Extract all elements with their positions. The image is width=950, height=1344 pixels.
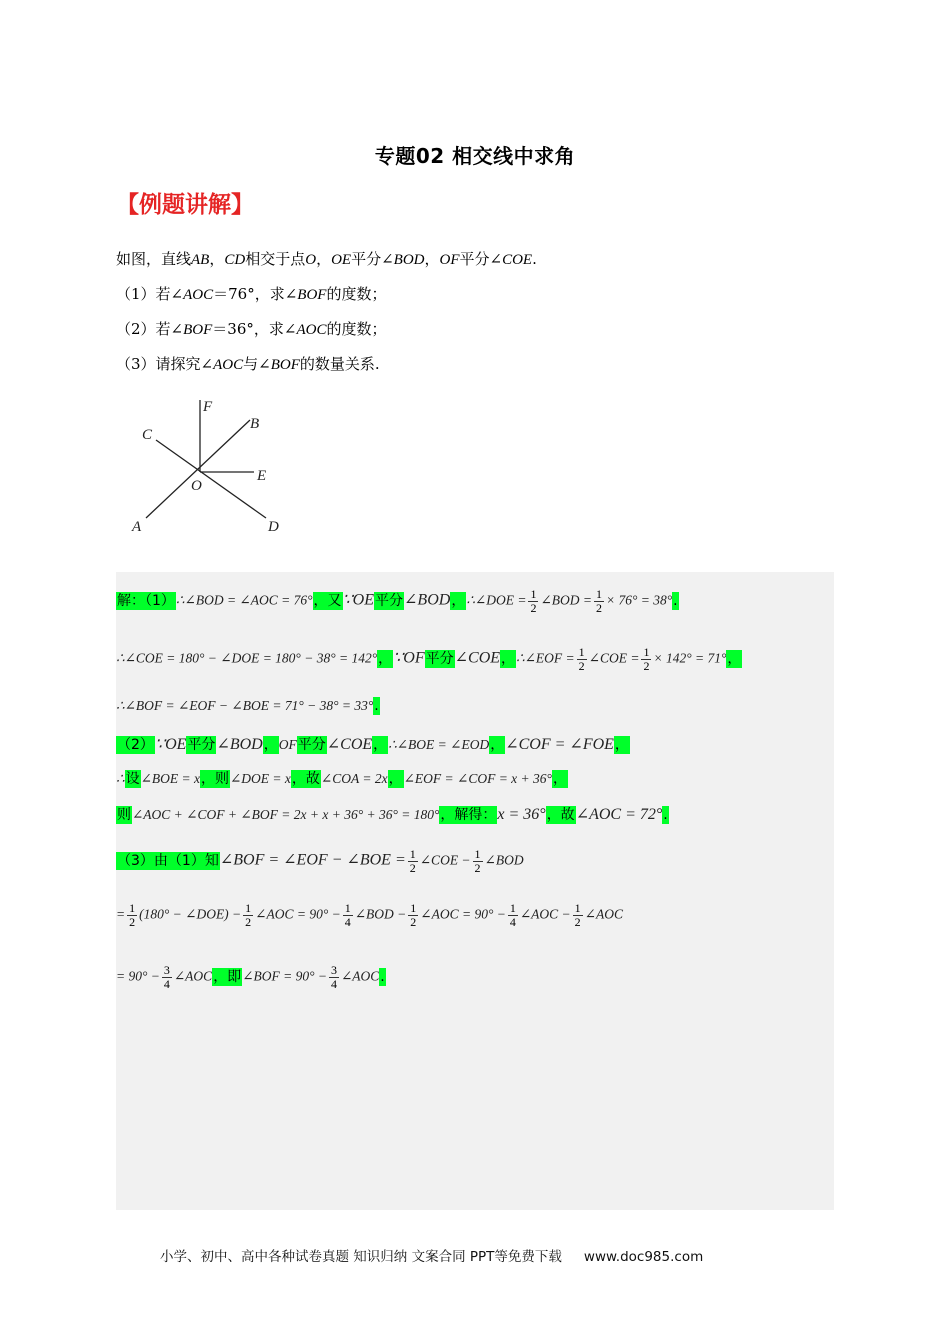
math-text: ∠COF = ∠FOE <box>505 736 614 753</box>
highlight-text: 解：（1） <box>117 592 175 609</box>
highlight-text: ， <box>552 771 567 787</box>
denominator: 4 <box>330 977 337 991</box>
highlight-text: ， <box>451 592 466 609</box>
highlight-text: 平分 <box>297 737 326 753</box>
math-text: ∠AOC <box>173 968 213 984</box>
math-text: ∵OE <box>342 591 375 609</box>
math-text: ∠COA = 2x <box>320 771 388 786</box>
fraction <box>641 646 651 673</box>
highlight-text: ， <box>373 737 388 753</box>
angle-bod: BOD <box>393 252 425 268</box>
numerator: 1 <box>409 847 416 861</box>
highlight-text: ，即 <box>213 968 242 985</box>
numerator: 1 <box>410 901 417 915</box>
solution-box <box>116 572 834 1210</box>
geometry-figure <box>126 392 296 542</box>
highlight-text: （2） <box>117 737 154 753</box>
text: 平分∠ <box>459 250 503 268</box>
angle-bof: BOF <box>270 357 300 373</box>
math-text: ∠AOC <box>584 906 623 922</box>
denominator: 4 <box>509 915 516 929</box>
highlight-text: ， <box>490 737 505 753</box>
math-text: = <box>116 906 126 922</box>
math-text: ∴∠BOE = ∠EOD <box>388 737 490 752</box>
label-c: C <box>142 427 153 443</box>
math-text: ∠BOD <box>484 852 524 868</box>
section-heading: 【例题讲解】 <box>116 192 254 218</box>
math-text: ∠COE = <box>588 650 640 666</box>
math-text: ∠AOC = 90° − <box>255 906 341 922</box>
highlight-text: ， <box>378 650 393 667</box>
numerator: 1 <box>509 901 516 915</box>
math-text: ∠AOC = 90° − <box>420 906 506 922</box>
numerator: 1 <box>129 901 136 915</box>
text: . <box>532 250 537 268</box>
math-text: OF <box>278 737 297 752</box>
highlight-text: 平分 <box>375 592 404 609</box>
solution-line-1 <box>116 588 679 615</box>
math-text: × 76° = 38° <box>606 592 673 608</box>
numerator: 3 <box>163 963 170 977</box>
denominator: 2 <box>643 659 650 673</box>
math-text: ∠DOE = x <box>230 771 291 786</box>
fraction <box>408 848 418 875</box>
math-text: ∠AOC + ∠COF + ∠BOF = 2x + x + 36° + 36° = 180° <box>132 807 440 822</box>
text: 相交于点 <box>245 250 306 268</box>
math-text: = 90° − <box>116 968 160 984</box>
fraction <box>127 902 137 929</box>
math-text: ∴∠BOD = ∠AOC = 76° <box>175 592 313 608</box>
angle-coe: COE <box>502 252 533 268</box>
solution-line-7 <box>116 848 524 875</box>
label-d: D <box>268 519 279 535</box>
question-2 <box>116 312 836 347</box>
highlight-text: . <box>663 807 668 823</box>
numerator: 3 <box>330 963 337 977</box>
denominator: 4 <box>344 915 351 929</box>
fraction <box>343 902 353 929</box>
solution-line-2 <box>116 646 742 673</box>
angle-bof: BOF <box>183 322 213 338</box>
angle-aoc: AOC <box>183 287 214 303</box>
numerator: 1 <box>574 901 581 915</box>
fraction <box>573 902 583 929</box>
math-text: (180° − ∠DOE) − <box>139 906 242 922</box>
label-e: E <box>257 468 267 484</box>
text: 平分∠ <box>351 250 394 268</box>
highlight-text: 设 <box>125 771 140 787</box>
text: 的度数； <box>326 320 387 338</box>
math-text: ∠BOE = x <box>140 771 200 786</box>
math-text: ∠BOD = <box>540 592 592 608</box>
denominator: 2 <box>596 601 602 615</box>
math-text: ∠BOF = 90° − <box>242 968 327 984</box>
angle-aoc: AOC <box>213 357 244 373</box>
highlight-text: ， <box>727 650 742 667</box>
math-text: ∴∠BOF = ∠EOF − ∠BOE = 71° − 38° = 33° <box>116 698 374 713</box>
math-text: ∴∠DOE = <box>466 592 527 608</box>
numerator: 1 <box>474 847 481 861</box>
math-text: ∠BOD <box>216 736 263 753</box>
solution-line-6 <box>116 804 669 824</box>
numerator: 1 <box>578 645 585 659</box>
angle-aoc: AOC <box>296 322 327 338</box>
solution-line-8 <box>116 902 623 929</box>
label-f: F <box>203 399 213 415</box>
text: 与∠ <box>243 355 271 373</box>
denominator: 2 <box>574 915 581 929</box>
math-text: ∠EOF = ∠COF = x + 36° <box>403 771 552 786</box>
math-text: ∴∠EOF = <box>516 650 575 666</box>
math-text: ∠BOD <box>404 591 451 609</box>
fraction <box>243 902 253 929</box>
math-text: ∠AOC = 72° <box>575 806 663 823</box>
math-text: ∴ <box>116 771 125 786</box>
footer-site-link[interactable]: www.doc985.com <box>583 1249 704 1265</box>
math-text: ∠AOC <box>340 968 380 984</box>
denominator: 2 <box>129 915 136 929</box>
math-text: ∵OE <box>154 736 187 753</box>
highlight-text: ，又 <box>313 592 342 609</box>
math-text: ∴∠COE = 180° − ∠DOE = 180° − 38° = 142° <box>116 650 378 666</box>
fraction <box>162 964 172 991</box>
label-b: B <box>250 416 260 432</box>
numerator: 1 <box>344 901 351 915</box>
text: ＝76°，求∠ <box>213 285 298 303</box>
denominator: 2 <box>409 861 416 875</box>
solution-line-5 <box>116 768 568 788</box>
numerator: 1 <box>530 587 537 601</box>
text: 的数量关系. <box>299 355 380 373</box>
math-text: ∵OF <box>393 649 425 667</box>
highlight-text: ， <box>388 771 403 787</box>
line-cd: CD <box>224 252 246 268</box>
denominator: 2 <box>578 659 585 673</box>
highlight-text: （3）由（1）知 <box>117 852 219 869</box>
math-text: ∠BOF = ∠EOF − ∠BOE = <box>219 851 406 869</box>
highlight-text: 平分 <box>425 650 454 667</box>
page-footer <box>160 1245 800 1265</box>
highlight-text: ， <box>263 737 278 753</box>
footer-text: 小学、初中、高中各种试卷真题 知识归纳 文案合同 PPT等免费下载 <box>160 1249 562 1265</box>
text: （2）若∠ <box>116 320 184 338</box>
text: ， <box>316 250 332 268</box>
denominator: 4 <box>163 977 170 991</box>
highlight-text: 平分 <box>187 737 216 753</box>
math-text: ∠COE <box>326 736 373 753</box>
fraction <box>528 588 538 615</box>
math-text: ∠COE − <box>419 852 471 868</box>
angle-bof: BOF <box>297 287 327 303</box>
fraction <box>577 646 587 673</box>
solution-line-3 <box>116 698 380 714</box>
problem-intro <box>116 242 836 277</box>
page-title: 专题02 相交线中求角 <box>374 144 576 168</box>
highlight-text: ， <box>501 650 516 667</box>
numerator: 1 <box>245 901 252 915</box>
line-cd <box>156 440 266 518</box>
highlight-text: ，故 <box>291 771 320 787</box>
line-ab: AB <box>191 252 210 268</box>
highlight-text: ，则 <box>201 771 229 787</box>
fraction <box>408 902 418 929</box>
highlight-text: 则 <box>117 807 131 823</box>
math-text: x = 36° <box>497 806 546 823</box>
text: ， <box>424 250 440 268</box>
text: （1）若∠ <box>116 285 184 303</box>
text: 的度数； <box>326 285 387 303</box>
fraction <box>594 588 604 615</box>
highlight-text: ， <box>614 737 629 753</box>
denominator: 2 <box>410 915 417 929</box>
math-text: × 142° = 71° <box>653 650 727 666</box>
question-1 <box>116 277 836 312</box>
label-a: A <box>132 519 142 535</box>
solution-line-9 <box>116 964 386 991</box>
problem-statement <box>116 242 836 382</box>
highlight-text: . <box>374 698 379 714</box>
highlight-text: ，故 <box>546 807 575 823</box>
denominator: 2 <box>530 601 537 615</box>
ray-of: OF <box>439 252 460 268</box>
math-text: ∠BOD − <box>354 906 407 922</box>
fraction <box>329 964 339 991</box>
text: 如图，直线 <box>116 250 192 268</box>
denominator: 2 <box>245 915 252 929</box>
numerator: 1 <box>596 587 602 601</box>
text: ， <box>209 250 225 268</box>
highlight-text: . <box>380 968 385 985</box>
label-o: O <box>191 478 202 494</box>
math-text: ∠AOC − <box>519 906 571 922</box>
numerator: 1 <box>643 645 650 659</box>
ray-oe: OE <box>331 252 352 268</box>
solution-line-4 <box>116 734 630 754</box>
text: （3）请探究∠ <box>116 355 214 373</box>
math-text: ∠COE <box>454 649 501 667</box>
fraction <box>473 848 483 875</box>
point-o: O <box>305 252 317 268</box>
fraction <box>508 902 518 929</box>
highlight-text: . <box>673 592 678 609</box>
text: ＝36°，求∠ <box>212 320 297 338</box>
denominator: 2 <box>474 861 481 875</box>
highlight-text: ，解得： <box>440 807 497 823</box>
question-3 <box>116 347 836 382</box>
